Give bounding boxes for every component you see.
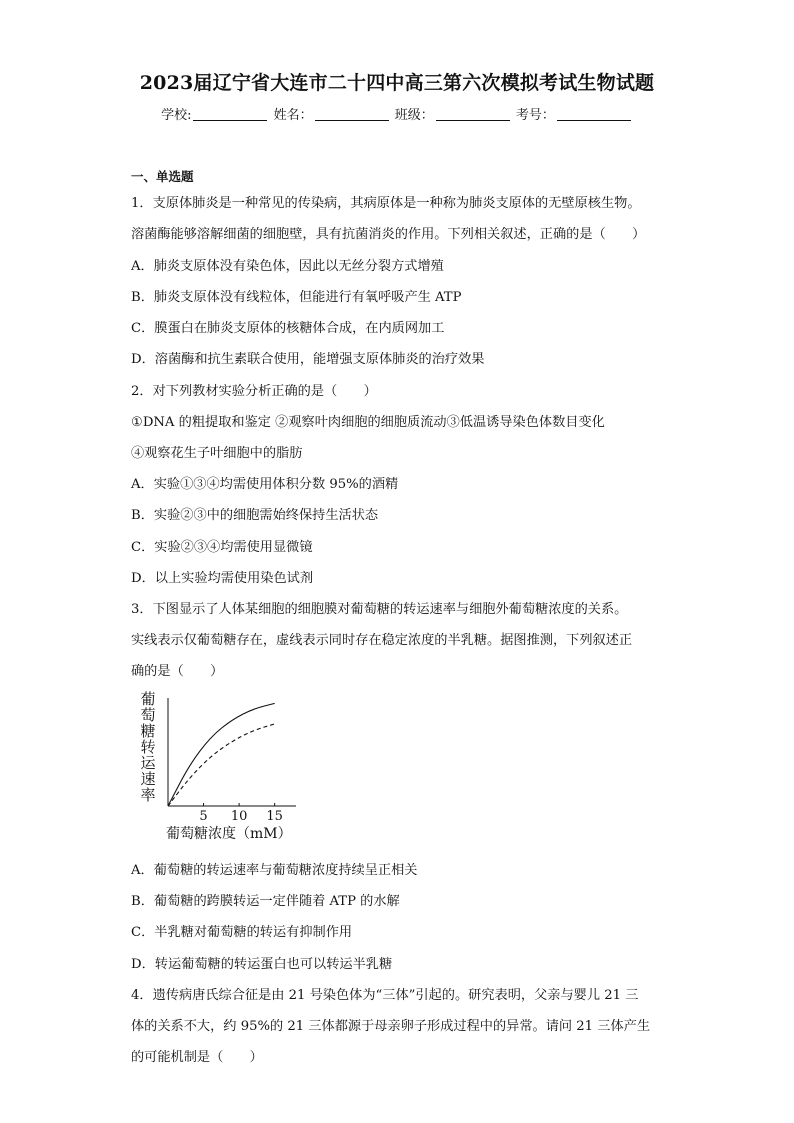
question-2-stem-line-3: ④观察花生子叶细胞中的脂肪 — [131, 446, 303, 461]
page-title: 2023届辽宁省大连市二十四中高三第六次模拟考试生物试题 — [139, 72, 655, 94]
question-2-option-d: D．以上实验均需使用染色试剂 — [131, 571, 314, 586]
question-3-option-c: C．半乳糖对葡萄糖的转运有抑制作用 — [131, 925, 353, 940]
chart-svg — [132, 688, 312, 842]
question-2-stem-line-2: ①DNA 的粗提取和鉴定 ②观察叶肉细胞的细胞质流动③低温诱导染色体数目变化 — [131, 415, 605, 430]
x-tick-label: 5 — [199, 809, 208, 824]
question-1-option-c: C．膜蛋白在肺炎支原体的核糖体合成，在内质网加工 — [131, 321, 445, 336]
school-blank — [193, 108, 267, 121]
glucose-transport-chart — [132, 688, 312, 842]
question-1-option-b: B．肺炎支原体没有线粒体，但能进行有氧呼吸产生 ATP — [131, 290, 462, 305]
x-axis-label: 葡萄糖浓度（mM） — [166, 826, 292, 842]
question-1-stem-line-2: 溶菌酶能够溶解细菌的细胞壁，具有抗菌消炎的作用。下列相关叙述，正确的是（ ） — [131, 227, 646, 242]
y-axis-label-char: 运 — [140, 754, 156, 772]
exam-number-blank — [557, 108, 631, 121]
dashed-series-line — [168, 724, 275, 806]
y-axis-label-char: 萄 — [140, 706, 156, 724]
question-2-option-a: A．实验①③④均需使用体积分数 95%的酒精 — [131, 477, 399, 492]
question-3-stem-line-1: 3．下图显示了人体某细胞的细胞膜对葡萄糖的转运速率与细胞外葡萄糖浓度的关系。 — [131, 602, 628, 617]
class-blank — [436, 108, 510, 121]
x-tick-label: 10 — [230, 809, 248, 824]
y-axis-label-char: 糖 — [140, 722, 156, 740]
question-1-stem-line-1: 1．支原体肺炎是一种常见的传染病，其病原体是一种称为肺炎支原体的无壁原核生物。 — [131, 196, 641, 211]
question-3-option-b: B．葡萄糖的跨膜转运一定伴随着 ATP 的水解 — [131, 894, 400, 909]
question-4-stem-line-2: 体的关系不大，约 95%的 21 三体都源于母亲卵子形成过程中的异常。请问 21 三体产生 — [131, 1019, 651, 1034]
question-1-option-a: A．肺炎支原体没有染色体，因此以无丝分裂方式增殖 — [131, 259, 444, 274]
y-axis-label-char: 率 — [140, 786, 156, 804]
question-3-stem-line-3: 确的是（ ） — [131, 664, 224, 679]
question-4-stem-line-3: 的可能机制是（ ） — [131, 1050, 263, 1065]
student-info-line — [0, 104, 794, 123]
y-axis-label-char: 转 — [140, 738, 156, 756]
y-axis-label-char: 葡 — [140, 690, 156, 708]
solid-series-line — [168, 703, 275, 806]
name-blank — [315, 108, 389, 121]
exam-number-label: 考号： — [515, 108, 555, 123]
class-label: 班级： — [394, 108, 434, 123]
question-2-option-c: C．实验②③④均需使用显微镜 — [131, 540, 313, 555]
x-tick-label: 15 — [266, 809, 283, 824]
section-heading: 一、单选题 — [131, 169, 194, 184]
question-3-option-a: A．葡萄糖的转运速率与葡萄糖浓度持续呈正相关 — [131, 863, 418, 878]
question-4-stem-line-1: 4．遗传病唐氏综合征是由 21 号染色体为“三体”引起的。研究表明，父亲与婴儿 21 三 — [131, 988, 639, 1003]
question-3-stem-line-2: 实线表示仅葡萄糖存在，虚线表示同时存在稳定浓度的半乳糖。据图推测，下列叙述正 — [131, 633, 633, 648]
question-2-option-b: B．实验②③中的细胞需始终保持生活状态 — [131, 508, 379, 523]
question-2-stem-line-1: 2．对下列教材实验分析正确的是（ ） — [131, 384, 377, 399]
school-label: 学校: — [161, 108, 192, 123]
question-1-option-d: D．溶菌酶和抗生素联合使用，能增强支原体肺炎的治疗效果 — [131, 352, 485, 367]
y-axis-label-char: 速 — [140, 770, 156, 788]
question-3-option-d: D．转运葡萄糖的转运蛋白也可以转运半乳糖 — [131, 957, 393, 972]
name-label: 姓名： — [273, 108, 313, 123]
